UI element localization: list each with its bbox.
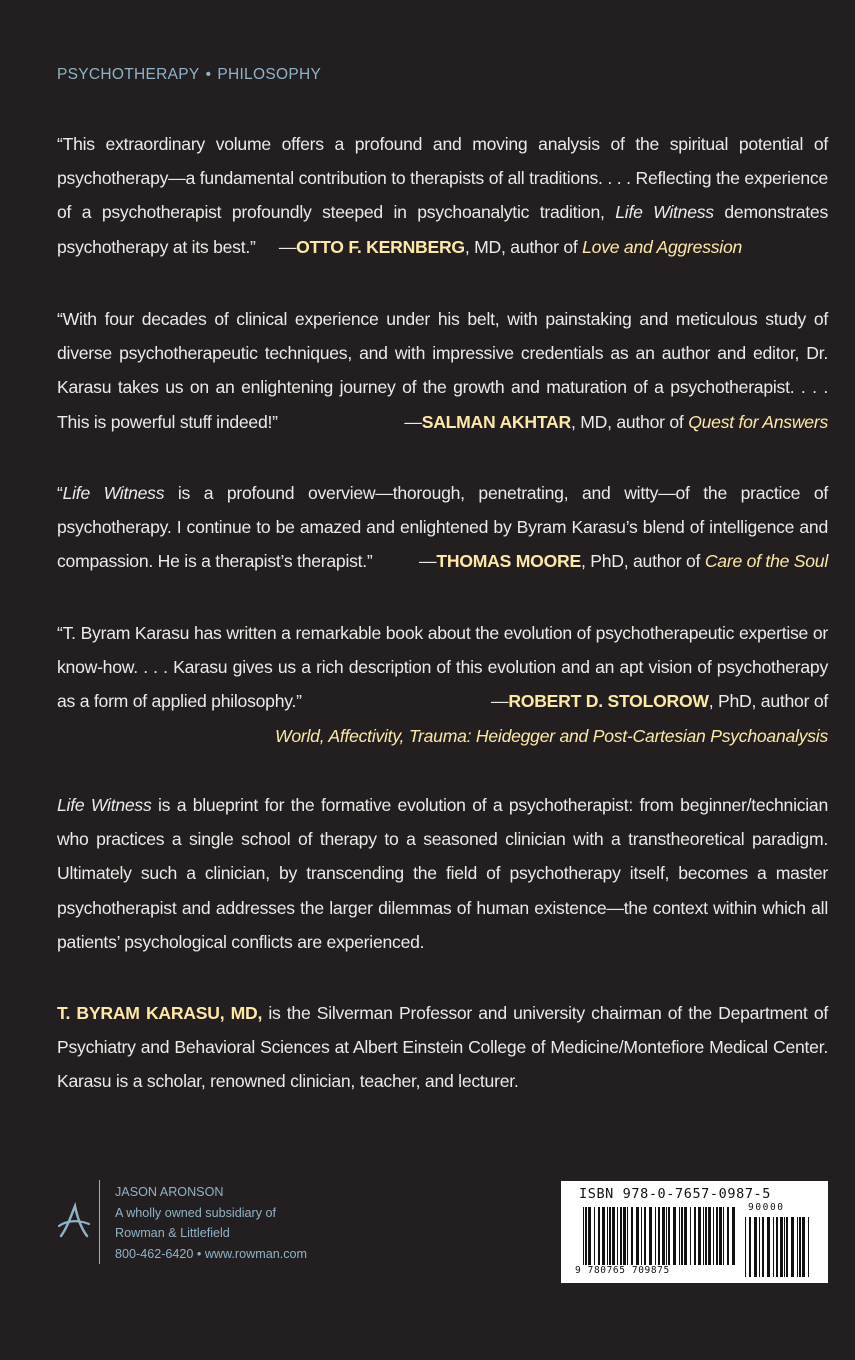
barcode-bar bbox=[668, 1207, 670, 1265]
category-philosophy: PHILOSOPHY bbox=[217, 66, 322, 83]
author-bio-text: is the Silverman Professor and university chairman of the Department of Psychiatry and Behavioral Sciences at Albert Einstein College of Medicine/Montefiore Medical Center. Karasu is a scholar, renowned clinician, teacher, and lecturer. bbox=[57, 1003, 828, 1092]
attr-dash: — bbox=[404, 411, 422, 432]
publisher-block bbox=[57, 1180, 357, 1264]
attr-name: THOMAS MOORE bbox=[436, 551, 581, 572]
barcode-bar bbox=[588, 1207, 591, 1265]
attr-book: Quest for Answers bbox=[688, 411, 828, 432]
barcode-bar bbox=[716, 1207, 718, 1265]
barcode-bar bbox=[673, 1207, 676, 1265]
quote-moore bbox=[57, 476, 828, 579]
barcode-bar bbox=[784, 1217, 785, 1277]
barcode-bar bbox=[690, 1207, 691, 1265]
barcode-bar bbox=[705, 1207, 707, 1265]
publisher-name: JASON ARONSON bbox=[115, 1185, 224, 1199]
quote-attribution bbox=[491, 684, 828, 718]
barcode-bar bbox=[644, 1207, 646, 1265]
barcode-bar bbox=[762, 1217, 764, 1277]
quote-text: “This extraordinary volume offers a profound and moving analysis of the spiritual potential of psychotherapy—a fundamental contribution to therapists of all traditions. . . . Reflecting the experience of a psychotherapist profoundly steeped in psychoanalytic tradition, bbox=[57, 134, 828, 223]
barcode-bar bbox=[703, 1207, 704, 1265]
barcode-bar bbox=[627, 1207, 628, 1265]
attr-name: OTTO F. KERNBERG bbox=[296, 236, 465, 257]
barcode-bar bbox=[799, 1217, 801, 1277]
attr-credentials: , MD, author of bbox=[570, 411, 689, 432]
barcode-bar bbox=[708, 1207, 711, 1265]
quote-text: “T. Byram Karasu has written a remarkable book about the evolution of psychotherapeutic expertise or know-how. . . . Karasu gives us a rich description of this evolution and an apt vision of psychotherapy as a form of applied philosophy.” bbox=[57, 623, 828, 712]
attr-book: World, Affectivity, Trauma: Heidegger and Post-Cartesian Psychoanalysis bbox=[275, 725, 828, 746]
isbn-barcode bbox=[561, 1181, 828, 1283]
attr-dash: — bbox=[490, 691, 509, 712]
barcode-bar bbox=[808, 1217, 809, 1277]
barcode-bar bbox=[598, 1207, 600, 1265]
quote-akhtar bbox=[57, 302, 828, 439]
book-description bbox=[57, 788, 828, 959]
quote-stolorow bbox=[57, 616, 828, 753]
barcode-bar bbox=[791, 1217, 794, 1277]
quote-kernberg bbox=[57, 127, 828, 264]
attr-credentials: , PhD, author of bbox=[708, 691, 828, 712]
publisher-info bbox=[115, 1182, 307, 1265]
author-name: T. BYRAM KARASU, MD, bbox=[57, 1003, 263, 1023]
barcode-bar bbox=[636, 1207, 639, 1265]
quote-attribution bbox=[404, 405, 828, 439]
barcode-bar bbox=[684, 1207, 687, 1265]
barcode-bar bbox=[745, 1217, 746, 1277]
publisher-parent: Rowman & Littlefield bbox=[115, 1226, 230, 1241]
barcode-bar bbox=[759, 1217, 760, 1277]
description-title: Life Witness bbox=[57, 795, 152, 815]
barcode-bar bbox=[802, 1217, 805, 1277]
barcode-bar bbox=[594, 1207, 595, 1265]
barcode-bar bbox=[773, 1217, 774, 1277]
barcode-bar bbox=[767, 1217, 770, 1277]
barcode-bar bbox=[732, 1207, 735, 1265]
isbn-label: ISBN 978-0-7657-0987-5 bbox=[579, 1186, 772, 1202]
barcode-bar bbox=[649, 1207, 652, 1265]
quote-open-mark: “ bbox=[57, 483, 63, 503]
attr-book: Love and Aggression bbox=[582, 236, 743, 257]
quote-attribution bbox=[419, 544, 828, 578]
publisher-contact: 800-462-6420 • www.rowman.com bbox=[115, 1247, 308, 1262]
barcode-bar bbox=[719, 1207, 722, 1265]
barcode-bar bbox=[754, 1217, 757, 1277]
attr-credentials: , MD, author of bbox=[464, 236, 583, 257]
author-bio bbox=[57, 996, 828, 1099]
barcode-bar bbox=[727, 1207, 729, 1265]
quote-text: is a profound overview—thorough, penetrating, and witty—of the practice of psychotherapy. I continue to be amazed and enlightened by Byram Karasu’s blend of intelligence and compassion. He is a therapist’s therapist.” bbox=[57, 483, 829, 572]
barcode-bar bbox=[658, 1207, 660, 1265]
category-separator: • bbox=[205, 66, 212, 83]
category-psychotherapy: PSYCHOTHERAPY bbox=[57, 66, 200, 83]
barcode-bar bbox=[723, 1207, 724, 1265]
barcode-bar bbox=[617, 1207, 618, 1265]
barcode-bar bbox=[679, 1207, 680, 1265]
attr-book: Care of the Soul bbox=[704, 551, 828, 572]
barcode-bar bbox=[797, 1217, 798, 1277]
attr-name: SALMAN AKHTAR bbox=[421, 411, 571, 432]
barcode-bar bbox=[607, 1207, 608, 1265]
attr-credentials: , PhD, author of bbox=[580, 551, 705, 572]
publisher-subsidiary: A wholly owned subsidiary of bbox=[115, 1205, 277, 1220]
barcode-bar bbox=[585, 1207, 587, 1265]
barcode-bar bbox=[641, 1207, 642, 1265]
barcode-bar bbox=[786, 1217, 788, 1277]
barcode-bar bbox=[609, 1207, 611, 1265]
barcode-bar bbox=[631, 1207, 633, 1265]
description-text: is a blueprint for the formative evolution of a psychotherapist: from beginner/technician who practices a single school of therapy to a seasoned clinician with a transtheoretical paradigm. Ultimately such a clinician, by transcending the field of psychotherapy itself, becomes a master psychotherapist and addresses the larger dilemmas of human existence—the context within which all patients’ psychological conflicts are experienced. bbox=[57, 795, 829, 952]
barcode-bar bbox=[602, 1207, 605, 1265]
attr-name: ROBERT D. STOLOROW bbox=[508, 691, 709, 712]
quote-text: “With four decades of clinical experience under his belt, with painstaking and meticulous study of diverse psychotherapeutic techniques, and with impressive credentials as an author and editor, Dr. Karasu takes us on an enlightening journey of the growth and maturation of a psychotherapist. . . . This is powerful stuff indeed!” bbox=[57, 309, 828, 432]
quote-book-title: Life Witness bbox=[62, 483, 165, 503]
quote-text-end: demonstrates psychotherapy at its best.” bbox=[57, 202, 828, 257]
barcode-bar bbox=[694, 1207, 696, 1265]
quote-book-title: Life Witness bbox=[615, 202, 714, 223]
barcode-bar bbox=[776, 1217, 778, 1277]
attr-dash: — bbox=[278, 236, 297, 257]
barcode-bar bbox=[666, 1207, 667, 1265]
ean-digits: 9 780765 709875 bbox=[575, 1265, 670, 1276]
category-label bbox=[57, 66, 321, 84]
barcode-bar bbox=[583, 1207, 584, 1265]
barcode-bar bbox=[612, 1207, 615, 1265]
price-code: 90000 bbox=[748, 1202, 785, 1213]
publisher-divider bbox=[99, 1180, 100, 1264]
attr-dash: — bbox=[419, 551, 437, 572]
barcode-bar bbox=[662, 1207, 665, 1265]
barcode-bar bbox=[780, 1217, 783, 1277]
barcode-bar bbox=[713, 1207, 714, 1265]
barcode-bar bbox=[698, 1207, 701, 1265]
barcode-bar bbox=[681, 1207, 683, 1265]
barcode-bar bbox=[749, 1217, 751, 1277]
barcode-bar bbox=[620, 1207, 622, 1265]
publisher-logo-icon bbox=[57, 1202, 91, 1242]
barcode-bar bbox=[655, 1207, 656, 1265]
barcode-bar bbox=[623, 1207, 626, 1265]
publisher-logo-glyph: A bbox=[57, 1202, 58, 1203]
quote-attribution bbox=[279, 237, 742, 257]
